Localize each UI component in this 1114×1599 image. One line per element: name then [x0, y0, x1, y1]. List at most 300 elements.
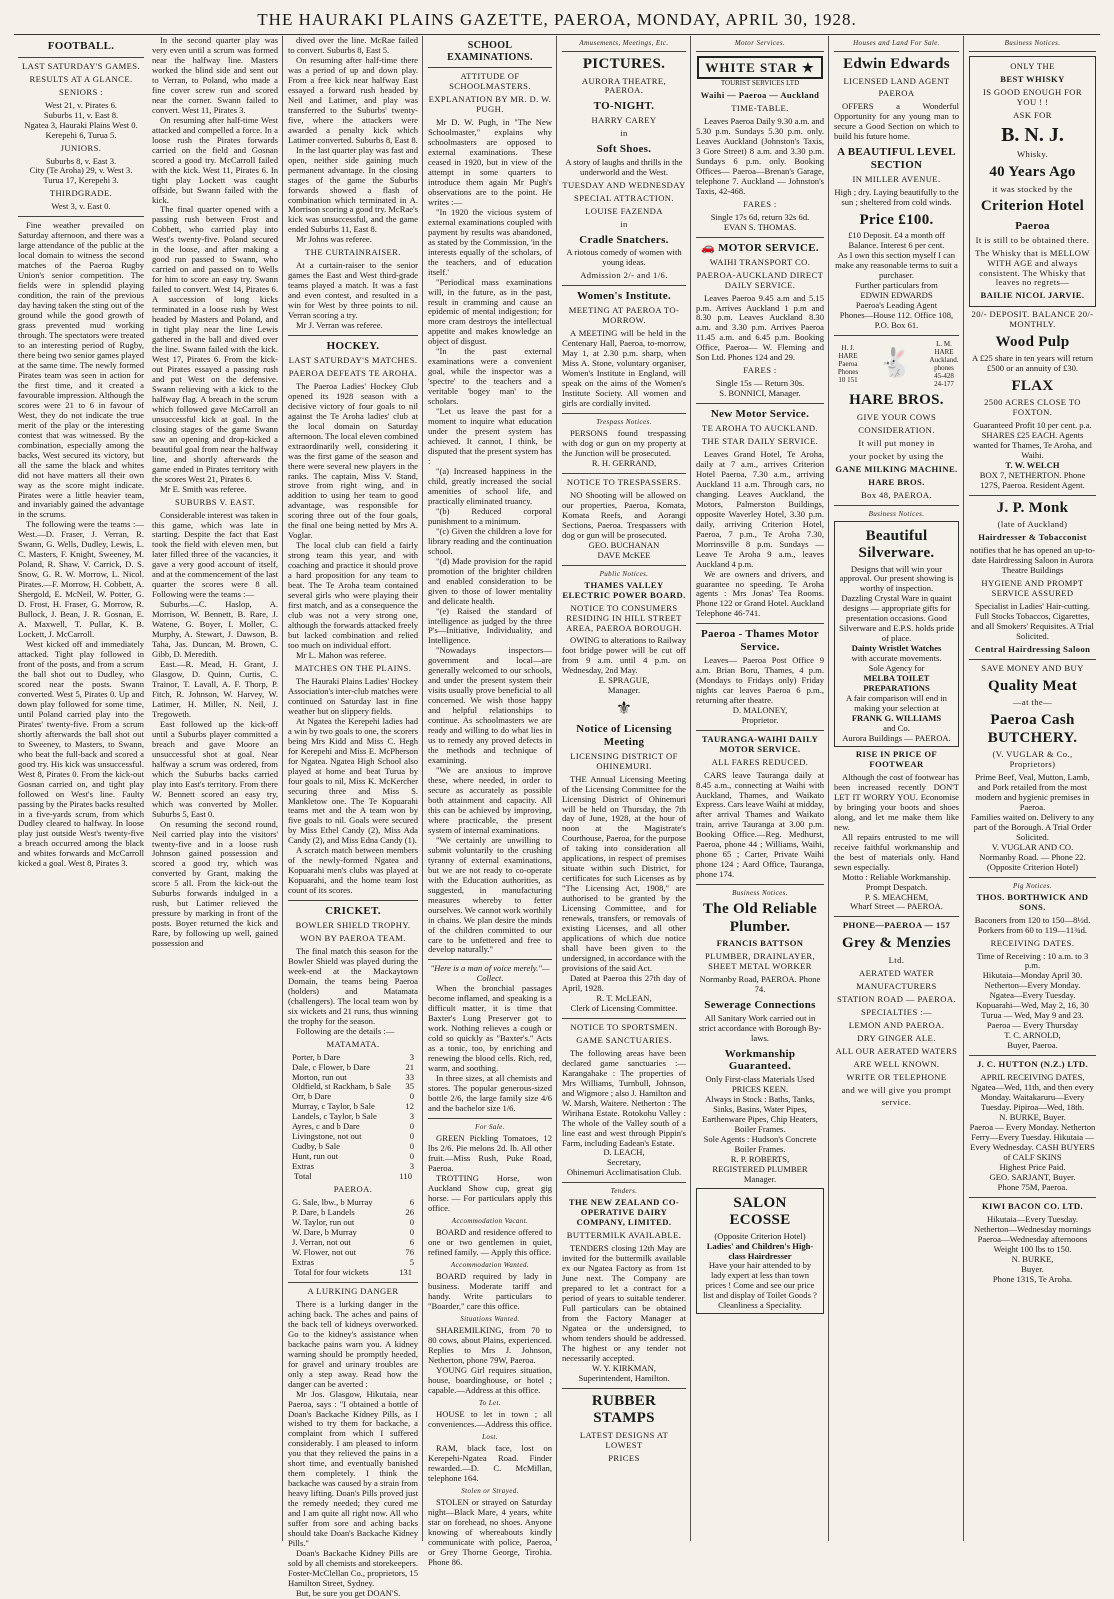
- monk-text: Central Hairdressing Saloon: [974, 643, 1091, 654]
- service-body: CARS leave Tauranga daily at 8.45 a.m., connecting at Waihi with Auckland, Thames, and Waikato Express. Cars leave Waihi at midday, after arrival Thames and Waikato train, arrive Tauranga at 3.00 p.m. Booking Office.—Reg. Medhurst, Paeroa, phone 44 ; Williams, Waihi, phone 65 ; Carter, Private Waihi phone 124 ; Aard Office, Tauranga, phone 174.: [696, 769, 824, 880]
- service-sub: PAEROA-AUCKLAND DIRECT DAILY SERVICE.: [696, 269, 824, 290]
- service-sub: THE STAR DAILY SERVICE.: [701, 435, 819, 446]
- silverware-text: Sole Agency for: [868, 663, 925, 674]
- runs: 0: [409, 1121, 414, 1132]
- article-paragraph: "Let us leave the past for a moment to inquire what education under the present system has achieved. It cannot, I think, be disputed that the present system has :: [428, 406, 552, 466]
- column-divider: [556, 36, 557, 1541]
- logo-text: WHITE STAR: [705, 60, 798, 76]
- notice-body: NO Shooting will be allowed on our properties, Paeroa, Komata, Komata Reefs, and Aorangi Sections, Paeroa. Trespassers with dog or gun will be prosecuted.: [562, 489, 686, 540]
- runs: 33: [405, 1071, 414, 1082]
- gm-text: LEMON AND PAEROA.: [848, 1019, 945, 1030]
- section-label: To Let.: [479, 1398, 501, 1407]
- football-heading: FOOTBALL.: [47, 40, 115, 52]
- article-paragraph: "In 1920 the vicious system of external examinations coupled with payment by results was abandoned, as stated by the Commission, 'in the interests equally of the scholars, of the teachers, and of education itself.': [428, 206, 552, 277]
- phone-line: PHONE—PAEROA — 157: [842, 920, 951, 931]
- agent-name: Edwin Edwards: [843, 56, 950, 73]
- receiving-day: Paeroa — Every Thursday: [986, 1020, 1079, 1031]
- juniors-label: JUNIORS.: [60, 142, 102, 153]
- ad-body: High ; dry. Laying beautifully to the sun ; sheltered from cold winds.: [834, 186, 959, 207]
- subheading: ATTITUDE OF SCHOOLMASTERS.: [449, 71, 531, 92]
- article-paragraph: A scratch match between members of the newly-formed Ngatea and Kopuarahi men's clubs was played at Kopuarahi, and the home team lost count of its scores.: [288, 845, 418, 896]
- signature: S. BONNICI, Manager.: [719, 388, 801, 399]
- service-heading: Paeroa - Thames Motor Service.: [700, 628, 819, 654]
- notice-body: TENDERS closing 12th May are invited for the buttermilk available ex our Ngatea Factory as from 1st June next. The Company are prepared to let a contract for a period of years to suitable tenderer. Full particulars can be obtained from the Factory Manager at Ngatea or the undersigned, to whom tenders should be addressed. The highest or any tender not necessarily accepted.: [562, 1243, 686, 1364]
- service-sub: WAIHI TRANSPORT CO.: [709, 256, 811, 267]
- signature: Wharf Street — PAEROA.: [850, 901, 943, 912]
- silverware-text: with accurate movements.: [851, 653, 942, 664]
- gm-text: STATION ROAD — PAEROA.: [836, 993, 957, 1004]
- ad-body: Further particulars from: [855, 279, 938, 290]
- signature: N. BURKE,: [1011, 1253, 1054, 1264]
- signature: D. MALONEY,: [732, 704, 788, 715]
- batsman: Oldfield, st Rackham, b Sale: [292, 1081, 391, 1092]
- gm-text: service.: [881, 1097, 912, 1108]
- column-football: [14, 36, 148, 1541]
- article-paragraph: When the bronchial passages become inflamed, and speaking is a difficult matter, it is time that Baxter's Lung Preserver got to work. Nothing relieves a cough or cold so quickly as "Baxter's." Acts as a tonic, too, by enriching and renewing the blood cells. Rich, red, warm, and soothing.: [428, 983, 552, 1074]
- column-divider: [282, 36, 283, 1541]
- plumber-feature: Sewerage Connections: [704, 998, 816, 1011]
- signature: R. P. ROBERTS,: [730, 1153, 790, 1164]
- service-body: Leaves— Paeroa Post Office 9 a.m. Brian Boru, Thames, 4 p.m. (Mondays to Fridays only) Friday nights car leaves Paeroa 6 p.m., returning after theatre.: [696, 654, 824, 705]
- signature: E. SPRAGUE,: [598, 675, 650, 686]
- whisky-text: The Whisky that is MELLOW WITH AGE and always consistent. The Whisky that leaves no regrets—: [975, 247, 1090, 288]
- classified-ad: RAM, black face, lost on Kerepehi-Ngatea Road. Finder rewarded.—D. C. McMillan, telephone 164.: [428, 1442, 552, 1483]
- section-label: Business Notices.: [868, 509, 925, 518]
- classified-ad: HOUSE to let in town ; all conveniences.—Address this office.: [428, 1408, 552, 1429]
- subheading: A LURKING DANGER: [307, 1285, 399, 1296]
- hare-brand: HARE BROS.: [849, 392, 944, 409]
- agent-sub: LICENSED LAND AGENT: [843, 75, 950, 86]
- runs: 0: [409, 1131, 414, 1142]
- signature: Clerk of Licensing Committee.: [570, 1002, 678, 1013]
- section-label: Lost.: [482, 1432, 498, 1441]
- column-houses: [830, 36, 963, 1541]
- signature: D. LEACH,: [603, 1147, 645, 1158]
- whisky-text: it was stocked by the: [992, 183, 1073, 194]
- section-label: Accommodation Wanted.: [450, 1260, 530, 1269]
- butchery-text: SAVE MONEY AND BUY: [981, 662, 1084, 673]
- article-paragraph: But, be sure you get DOAN'S.: [296, 1587, 401, 1598]
- silverware-text: A fair comparison will end in making your selection at: [846, 693, 947, 714]
- monk-heading: J. P. Monk: [996, 499, 1069, 516]
- article-paragraph: In the second quarter play was very even until a scrum was formed near the halfway line. Masters worked the blind side and sent out to Verran, to Poland, who made a fine cover screw run and scored near the corner. Swann failed to convert. West 11, Pirates 3.: [152, 35, 278, 115]
- signature: Proprietor.: [741, 714, 779, 725]
- signature: and Co.: [883, 723, 910, 734]
- notice-body: A MEETING will be held in the Centenary Hall, Paeroa, to-morrow, May 1, at 2.30 p.m. sharp, when Miss A. Stone, voluntary organiser, Women's Institute in England, will speak on the aims of the Women's Institute Society. All women and girls are cordially invited.: [562, 328, 686, 408]
- gm-text: WRITE OR TELEPHONE: [846, 1071, 947, 1082]
- article-paragraph: Fine weather prevailed on Saturday afternoon, and there was a large attendance of the public at the local domain to witness the second matches of the Paeroa Rugby Union's senior competition. The fields were in splendid playing condition, the rain of the previous day having taken the sting out of the ground while the good growth of grass prevented mud working through. The spectators were treated to an interesting period of Rugby, there being two senior games played at the same time. The newly formed Pirates team was seen in action for the first time, and it created a favourable impression. Although the scores were 21 to 6 in favour of West, they do not indicate the true merit of the play or the interesting contest that was witnessed. By the combination, especially among the backs, West secured its victory, but all the same the black and whites did not have matters all their own way as the score might indicate. Pirates were a little heavier team, and invariably gained the advantage in the scrums.: [18, 220, 144, 520]
- film-title: Soft Shoes.: [596, 143, 652, 156]
- notice-heading: THE NEW ZEALAND CO-OPERATIVE DAIRY COMPANY, LIMITED.: [568, 1197, 680, 1228]
- classified-ad: BOARD and residence offered to one or two gentlemen in quiet, refined family. — Apply this office.: [428, 1226, 552, 1257]
- salon-bold: Ladies' and Children's High-class Hairdresser: [706, 1240, 814, 1261]
- white-star-logo: [696, 56, 824, 87]
- section-label: For Sale.: [475, 1122, 505, 1131]
- runs: 12: [405, 1101, 414, 1112]
- signature: GEO. SARJANT, Buyer.: [989, 1171, 1076, 1182]
- column-school: [424, 36, 556, 1567]
- signature: W. Y. KIRKMAN,: [592, 1362, 656, 1373]
- signature: EVAN S. THOMAS.: [723, 221, 797, 232]
- subheading: RESULTS AT A GLANCE.: [29, 73, 133, 84]
- subheading: SUBURBS V. EAST.: [175, 496, 255, 507]
- pig-text: APRIL RECEIVING DATES, Ngatea—Wed, 11th, and then every Monday. Waitakaruru—Every Tuesday. Pipiroa—Wed, 18th.: [971, 1072, 1094, 1113]
- article-paragraph: The Paeroa Ladies' Hockey Club opened its 1928 season with a decisive victory of four goals to nil against the Te Aroha ladies' club at the local domain on Saturday afternoon. The local eleven combined extraordinarily well, considering it was the first game of the season and there were several new players in the ranks. The captain, Miss V. Stand, strove from right wing, and in addition to using her team to good advantage, was responsible for scoring three out of the four goals, the final one being netted by Mrs A. Voglar.: [288, 380, 418, 541]
- runs: 0: [409, 1151, 414, 1162]
- pulp-text: 20/- DEPOSIT. BALANCE 20/- MONTHLY.: [971, 309, 1094, 330]
- scorecard-total: Total for four wickets 131: [294, 1266, 412, 1277]
- article-paragraph: Mr Jos. Glasgow, Hikutaia, near Paeroa, says : "I obtained a bottle of Doan's Backache Kidney Pills, as I wished to try them for backache, a complaint from which I suffered considerably. I am pleased to inform you that they relieved the pains in a short time, and eventually banished them completely. I think the backache was caused by a strain from heavy lifting. Doan's Pills proved just the remedy needed; they cured me and I am quite all right now. All who suffer from sore and aching backs should take Doan's Backache Kidney Pills.": [288, 1388, 418, 1549]
- subheading: LAST SATURDAY'S MATCHES.: [288, 354, 418, 365]
- fares-label: FARES :: [743, 198, 777, 209]
- pig-text: Time of Receiving : 10 a.m. to 3 p.m.: [976, 950, 1089, 971]
- signature: T. W. WELCH: [1005, 459, 1060, 470]
- plumber-text: Only First-class Materials Used PRICES KEEN.: [705, 1074, 815, 1095]
- service-body: Leaves Paeroa 9.45 a.m and 5.15 p.m. Arrives Auckland 1 p.m and 8.30 p.m. Leaves Auckland 8.30 a.m. and 3.30 p.m. Arrives Paeroa 11.45 a.m. and 6.45 p.m. Booking Office, Paeroa— W. Fleming and Son Ltd. Phones 124 and 29.: [696, 292, 824, 363]
- ad-heading: A BEAUTIFUL LEVEL SECTION: [837, 146, 956, 172]
- masthead: THE HAURAKI PLAINS GAZETTE, PAEROA, MONDAY, APRIL 30, 1928.: [257, 10, 857, 29]
- batsman: W. Dare, b Murray: [292, 1227, 357, 1238]
- admission: Admission 2/- and 1/6.: [580, 270, 668, 281]
- subheading: PAEROA DEFEATS TE AROHA.: [288, 367, 418, 378]
- runs: 6: [409, 1237, 414, 1247]
- article-paragraph: Doan's Backache Kidney Pills are sold by all chemists and storekeepers. Foster-McClellan Co., proprietors, 15 Hamilton Street, Sydney.: [288, 1548, 418, 1588]
- batsman: Porter, b Dare: [292, 1051, 341, 1062]
- tonight-label: TO-NIGHT.: [593, 100, 655, 113]
- hare-text: Box 48, PAEROA.: [860, 489, 933, 500]
- ad-body: Phones—House 112. Office 108, P.O. Box 61.: [839, 309, 954, 330]
- signature: Manager.: [743, 1173, 777, 1184]
- butchery-name: Paeroa Cash BUTCHERY.: [987, 712, 1078, 746]
- batsman: Cudby, b Sale: [292, 1141, 340, 1152]
- monk-text: HYGIENE AND PROMPT SERVICE ASSURED: [981, 578, 1084, 598]
- article-paragraph: "We certainly are unwilling to submit voluntarily to the crushing tyranny of external examinations, but we are not ready to co-operate with the Education authorities, as suggested, in manufacturing measures whereby to fetter ourselves. We cannot work worthily in chains. We plan desire the minds of the children committed to our care to be unfettered and free to develop naturally.": [428, 834, 552, 955]
- butchery-text: Prime Beef, Veal, Mutton, Lamb, and Pork retailed from the most modern and hygienic premises in Paeroa.: [975, 771, 1090, 812]
- in-label: in: [620, 218, 628, 229]
- signature: GEO. BUCHANAN: [588, 539, 660, 550]
- hare-text: CONSIDERATION.: [858, 424, 935, 435]
- pulp-text: 2500 ACRES CLOSE TO FOXTON.: [984, 397, 1081, 418]
- timetable-label: TIME-TABLE.: [731, 103, 789, 114]
- article-paragraph: "In the past external examinations were a convenient goal, while the inspector was a 'spectre' to the teachers and a veritable 'bogey man' to the scholars.: [428, 346, 552, 407]
- pulp-heading: Wood Pulp: [995, 334, 1070, 351]
- section-label: Pig Notices.: [1012, 881, 1053, 890]
- article-paragraph: East followed up the kick-off until a Suburbs player committed a breach and gave Moore an unsuccessful shot at goal. Near halfway a scrum was ordered, from which the Suburbs backs carried play into East's territory. From there W. Bennett scored an easy try, which was converted by Moller. Suburbs 5, East 0.: [152, 718, 278, 819]
- article-paragraph: The final quarter opened with a passing rush between Frost and Cobbett, who carried play into West's twenty-five. Poland secured in the loose, and after making a good run passed to Swann, who carried on and passed on to Wells for him to score an easy try. Swann failed to convert. West 14, Pirates 6. A succession of long kicks terminated in a loose rush by West headed by Masters and Poland, and in tight play near the line Lewis gathered in the ball and dived over the line. Swann failed with the kick. West 17, Pirates 6. From the kick-out Pirates essayed a passing rush and put West on the defensive. Swann relieving with a kick to the halfway flag. A breach in the scrum which followed gave McCarroll an unsuccessful kick at goal. In the closing stages of the game Swann saw an opening and drop-kicked a beautiful goal from near the halfway line, and shortly afterwards the game ended in Pirates territory with the scores West 21, Pirates 6.: [152, 204, 278, 484]
- butchery-text: —at the—: [1012, 697, 1053, 708]
- notice-sub: GAME SANCTUARIES.: [576, 1034, 672, 1045]
- runs: 5: [409, 1256, 414, 1267]
- scorecard-paeroa: [288, 1198, 418, 1268]
- batsman: Extras: [292, 1161, 314, 1172]
- batsman: Ayres, c and b Dare: [292, 1121, 360, 1132]
- signature: Paeroa's Leading Agent: [855, 299, 938, 310]
- batsman: Dale, c Flower, b Dare: [292, 1061, 370, 1072]
- section-label: Public Notices.: [599, 569, 649, 578]
- article-paragraph: West kicked off and immediately attacked. Tight play followed in front of the posts, and from a scrum the ball shot out to Dudley, who scored near the posts. Swann converted. West 5, Pirates 0. Up and down play followed for some time, until Poland carried play into the Pirates' twenty-five. From a scrum shortly afterwards the ball shot out to Sweeney, to Masters, to Swann, who beat the full-back and scored a good try. His kick was unsuccessful. West 8, Pirates 0. From the kick-out Gosnan carried on, and tight play followed on West's line. Faulty passing by the Pirates backs resulted in a five-yards scrum, from which Dudley cleared to halfway. In loose play just outside West's twenty-five a breach occurred among the black and whites forwards and McCarroll kicked a goal. West 8, Pirates 3.: [18, 639, 144, 869]
- star-icon: ★: [802, 60, 815, 76]
- salon-sub: (Opposite Criterion Hotel): [714, 1230, 806, 1241]
- section-label: Business Notices.: [732, 889, 788, 898]
- result-line: Suburbs 8, v. East 3.: [45, 155, 117, 166]
- hare-text: HARE BROS.: [868, 476, 925, 487]
- batsman: J. Verran, not out: [292, 1237, 351, 1247]
- silverware-heading: Beautiful Silverware.: [858, 527, 935, 562]
- days-label: TUESDAY AND WEDNESDAY: [562, 179, 686, 190]
- subheading: MATCHES ON THE PLAINS.: [294, 662, 412, 673]
- article-paragraph: "Nowadays inspectors—government and local—are generally welcomed to our schools, and under the present system their visits usually prove beneficial to all concerned. We wish those happy and helpful relationships to continue. As schoolmasters we are ready and willing to do what lies in us to remedy any proved defects in the methods and technique of examining.: [428, 645, 552, 766]
- ad-body: Motto : Reliable Workmanship. Prompt Despatch.: [842, 871, 951, 892]
- signature: FRANK G. WILLIAMS: [851, 713, 942, 724]
- section-label: Houses and Land For Sale.: [853, 39, 940, 47]
- runs: 76: [405, 1246, 414, 1257]
- rubber-sub: LATEST DESIGNS AT LOWEST: [579, 1429, 669, 1450]
- butchery-heading: Quality Meat: [987, 677, 1077, 694]
- signature: REGISTERED PLUMBER: [712, 1163, 808, 1174]
- classified-ad: YOUNG Girl requires situation, house, boardinghouse, or hotel ; capable.—Address at this office.: [428, 1364, 552, 1395]
- notice-body: THE Annual Licensing Meeting of the Licensing Committee for the Licensing District of Ohinemuri will be held on Thursday, the 7th day of June, 1928, at the hour of noon at the Magistrate's Courthouse, Paeroa, for the purpose of taking into consideration all applications, in respect of premises situate within such District, for certificates for such Licenses as by "The Licensing Act, 1908," are authorised to be granted by the Licensing Committee, and for renewals, transfers, or removals of existing Licenses, and all other applications of which due notice shall have been given to the undersigned, in accordance with the provisions of the said Act.: [562, 773, 686, 973]
- seniors-label: SENIORS :: [59, 86, 103, 97]
- receiving-day: Netherton—Every Monday.: [984, 980, 1081, 991]
- silverware-text: Dazzling Crystal Ware in quaint designs — appropriate gifts for presentation occasions. Good Silverware and E.P.S. holds pride of place.: [839, 593, 954, 644]
- column-motor: [692, 36, 828, 1541]
- result-line: Suburbs 11, v. East 8.: [43, 109, 119, 120]
- signature: Superintendent, Hamilton.: [578, 1372, 670, 1383]
- referee-line: Mr L. Mahon was referee.: [296, 649, 387, 660]
- star-name: LOUISE FAZENDA: [585, 205, 663, 216]
- article-paragraph: "We are anxious to improve these, where needed, in order to secure as accurately as possible both attainment and capacity. All this can be achieved by improving, where practicable, the present system of internal examinations.: [428, 765, 552, 835]
- service-heading: 🚗 MOTOR SERVICE.: [701, 241, 819, 254]
- article-paragraph: The following were the teams :—West.—D. Fraser, J. Verran, R. Swann, G. Wells, Dudley, Lewis, L. C. Masters, F. Knight, Sweeney, M. Poland, R. Shaw, V. Carrick, D. S. Snow, G. R. W. Morrow, L. Nicol. Pirates.—F. Morrow, H. Cobbett, A. Shergold, E. McNeil, W. Potter, G. D. Frost, H. Fraser, G. Morrow, R. Bullock, J. Bean, J. R. Gosnan, E. A. Maxwell, T. Pullar, K. B. Lockett, J. McCarroll.: [18, 519, 144, 640]
- plumber-text: Always in Stock : Baths, Tanks, Sinks, Basins, Water Pipes, Earthenware Pipes, Chip Heaters, Boiler Frames.: [702, 1094, 818, 1134]
- plumber-text: All Sanitary Work carried out in strict accordance with Borough By-laws.: [698, 1012, 822, 1043]
- referee-line: Mr J. Verran was referee.: [296, 320, 383, 331]
- logo-sub: TOURIST SERVICES LTD: [720, 79, 800, 88]
- runs: 0: [409, 1141, 414, 1152]
- runs: 35: [405, 1081, 414, 1092]
- service-body: Leaves Paeroa Daily 9.30 a.m. and 5.30 p.m. Sundays 5.30 p.m. only. Leaves Auckland (Johnston's Taxis, 3 Gore Street) 8 a.m. and 3.30 p.m. Sundays 6 p.m. only. Booking Offices— Paeroa—Brenan's Garage, telephone 7. Auckland — Johnston's Taxis, 42-468.: [696, 116, 824, 197]
- whisky-text: It is still to be obtained there.: [975, 234, 1090, 245]
- notice-body: PERSONS found trespassing with dog or gun on my property at the Junction will be prosecuted.: [562, 427, 686, 458]
- silverware-text: MELBA TOILET PREPARATIONS: [863, 673, 930, 694]
- batsman: Landels, c Taylor, b Sale: [292, 1111, 377, 1122]
- column-amusements: [558, 36, 690, 1541]
- classified-ad: SHAREMILKING, from 70 to 80 cows, about Plains, experienced. Replies to Mrs J. Johnson, Netherton, phone 79W, Paeroa.: [428, 1324, 552, 1365]
- monk-text: Hairdresser & Tobacconist: [978, 532, 1087, 543]
- classified-ad: BOARD required by lady in business. Moderate tariff and handy. Write particulars to "Boarder," care this office.: [428, 1270, 552, 1311]
- section-label: Motor Services.: [734, 39, 786, 47]
- signature: DAVE McKEE: [597, 549, 651, 560]
- batsman: W. Flower, not out: [292, 1246, 357, 1257]
- notice-sub: BUTTERMILK AVAILABLE.: [566, 1230, 682, 1241]
- pig-text: Hikutaia—Every Tuesday. Netherton—Wednesday mornings Paeroa—Wednesday afternoons Weight 100 lbs to 150.: [974, 1213, 1091, 1254]
- wi-sub: MEETING AT PAEROA TO-MORROW.: [568, 305, 680, 326]
- article-paragraph: In the last quarter play was fast and open, neither side gaining much permanent advantage. In the closing stages of the game the Suburbs forwards showed a flash of combination which terminated in A. Morrison scoring a good try. McRae's kick was unsuccessful, and the game ended Suburbs 11, East 8.: [288, 144, 418, 235]
- article-paragraph: "Periodical mass examinations will, in the future, as in the past, result in cramming and cause an epidemic of mental indigestion; for more cram destroys the intellectual appetite and makes knowledge an object of disgust.: [428, 276, 552, 347]
- hare-right: L. M. HARE Auckland. phones 45-428 24-177: [929, 339, 959, 389]
- monk-text: (late of Auckland): [997, 519, 1068, 530]
- runs: 0: [409, 1227, 414, 1238]
- article-paragraph: "(c) Given the children a love for library reading and the continuation school.: [428, 525, 552, 556]
- article-paragraph: At Ngatea the Kerepehi ladies had a win by two goals to one, the scorers being Mrs Kidd and Miss C. Hegh for Kerepehi and Miss E. McPherson for Ngatea. Ngatea High School also played at home and beat Turua by four goals to nil, Miss K. McKercher securing three and Miss S. Mankletow one. The Te Kopuarahi teams met and the A team won by five goals to nil. Goals were secured by Miss Ethel Candy (2), Miss Ada Candy (2), and Miss Edna Candy (1).: [288, 715, 418, 846]
- runs: 21: [405, 1061, 414, 1072]
- result-line: Turua 17, Kerepehi 3.: [43, 175, 119, 186]
- butchery-text: Families waited on. Delivery to any part of the Borough. A Trial Order Solicited.: [970, 811, 1095, 842]
- runs: 3: [409, 1161, 414, 1172]
- scorecard-row: [288, 1063, 418, 1073]
- column-football-cont: [148, 36, 282, 1541]
- whisky-ad: [969, 56, 1096, 307]
- pig-text: Highest Price Paid.: [999, 1161, 1066, 1172]
- pig-text: Phone 75M, Paeroa.: [997, 1181, 1068, 1192]
- team-label: MATAMATA.: [326, 1038, 380, 1049]
- whisky-text: Paeroa: [1015, 219, 1050, 232]
- salon-body: Have your hair attended to by lady expert at less than town prices ! Come and see our price list and display of Toilet Goods ?: [703, 1260, 817, 1301]
- whisky-text: Criterion Hotel: [980, 198, 1085, 215]
- fare-line: Single 17s 6d, return 32s 6d.: [710, 211, 810, 222]
- notice-heading: NOTICE TO SPORTSMEN.: [570, 1021, 678, 1032]
- hare-text: It will put money in: [858, 437, 935, 448]
- notice-sub: LICENSING DISTRICT OF OHINEMURI.: [570, 750, 678, 771]
- classified-ad: GREEN Pickling Tomatoes, 12 lbs 2/6. Pie melons 2d. lb. All other fruit.—Miss Rush, Puke Road, Paeroa.: [428, 1133, 552, 1173]
- pig-text: Baconers from 120 to 150—8½d. Porkers from 60 to 119—11¾d.: [974, 914, 1091, 935]
- in-label: in: [620, 128, 628, 139]
- whisky-text: ONLY THE: [1010, 61, 1055, 72]
- signature: Buyer.: [1021, 1263, 1044, 1274]
- batsman: Orr, b Dare: [292, 1091, 332, 1102]
- agent-town: PAEROA: [878, 88, 915, 99]
- article-paragraph: dived over the line. McRae failed to convert. Suburbs 8, East 5.: [288, 35, 418, 55]
- result-line: West 21, v. Pirates 6.: [44, 99, 118, 110]
- film-description: A riotous comedy of women with young ideas.: [566, 247, 682, 268]
- section-label: Amusements, Meetings, Etc.: [579, 39, 669, 47]
- referee-line: Mr E. Smith was referee.: [160, 483, 247, 494]
- hare-icon: 🐇: [878, 347, 913, 379]
- column-business: [965, 36, 1100, 1541]
- signature: Secretary,: [606, 1157, 642, 1168]
- whisky-text: 40 Years Ago: [989, 164, 1076, 181]
- classified-ad: TROTTING Horse, won Auckland Show cup, great gig horse. — For particulars apply this office.: [428, 1172, 552, 1213]
- plumber-text: Sole Agents : Hudson's Concrete Boiler Frames.: [703, 1133, 817, 1154]
- plumber-sub: PLUMBER, DRAINLAYER, SHEET METAL WORKER: [704, 951, 816, 972]
- signature: R. H. GERRAND,: [591, 457, 657, 468]
- article-paragraph: East.—R. Mead, H. Grant, J. Glasgow, D. Quinn, Curtis, C. Trainor, T. Lavall, A. F. Thorp, P. Fitch, R. Johnson, W. Harvey, W. Latimer, H. Miller, N. Neil, J. Tregoweth.: [152, 659, 278, 719]
- result-line: City (Te Aroha) 29, v. West 3.: [29, 165, 133, 176]
- film-title: Cradle Snatchers.: [579, 233, 669, 246]
- section-label: Situations Wanted.: [460, 1314, 520, 1323]
- column-sports-2: [284, 35, 422, 1598]
- scorecard-matamata: [288, 1053, 418, 1173]
- gm-text: DRY GINGER ALE.: [857, 1032, 936, 1043]
- runs: 3: [409, 1111, 414, 1122]
- star-name: HARRY CAREY: [591, 115, 657, 126]
- article-paragraph: There is a lurking danger in the aching back. The aches and pains of the back tell of kidneys overworked. Go to the kidney's assistance when backache pains warn you. A kidney warning should be promptly heeded, for gravel and urinary troubles are only a step away. Read how the danger can be averted :: [288, 1298, 418, 1389]
- whisky-brand: B. N. J.: [1001, 123, 1064, 146]
- pig-text: Phone 131S, Te Aroha.: [992, 1273, 1073, 1284]
- pig-heading: J. C. HUTTON (N.Z.) LTD.: [976, 1059, 1089, 1070]
- flax-heading: FLAX: [1011, 377, 1054, 394]
- pulp-text: A £25 share in ten years will return £500 or an annuity of £30.: [972, 352, 1093, 373]
- pig-text: RECEIVING DATES.: [990, 937, 1075, 948]
- notice-body: OWING to alterations to Railway foot bridge power will be cut off from 9 a.m. until 4 p.m. on Wednesday, 2nd May.: [562, 635, 686, 676]
- signature: P. S. MEACHEM,: [864, 891, 929, 902]
- hare-text: your pocket by using the: [849, 450, 944, 461]
- silverware-text: Dainty Wristlet Watches: [851, 643, 942, 654]
- section-label: Accommodation Vacant.: [451, 1216, 529, 1225]
- result-line: Kerepehi 6, Turua 5.: [45, 129, 117, 140]
- car-icon: 🚗: [701, 241, 716, 254]
- article-paragraph: Suburbs.—C. Haslop, A. Morrison, W. Bennett, B. Rare, J. Watene, G. Boyer, I. Moller, C. Murphy, A. Stewart, J. Dawson, B. Taha, Jas. Duncan, M. Brown, C. Gibb, D. Meredith.: [152, 599, 278, 660]
- column-divider: [828, 36, 829, 1541]
- signature: V. VUGLAR AND CO.: [991, 841, 1074, 852]
- signature: BOX 7, NETHERTON. Phone 127S, Paeroa. Resident Agent.: [979, 469, 1086, 490]
- rubber-stamps-heading: RUBBER STAMPS: [591, 1392, 657, 1427]
- notice-sub: NOTICE TO CONSUMERS RESIDING IN HILL STREET AREA, PAEROA BOROUGH.: [566, 602, 682, 633]
- batsman: Morton, run out: [292, 1071, 347, 1082]
- ad-body: £10 Deposit. £4 a month off Balance. Interest 6 per cent.: [848, 230, 945, 251]
- cricket-heading: CRICKET.: [325, 905, 381, 918]
- whisky-text: BAILIE NICOL JARVIE.: [980, 290, 1085, 301]
- runs: 26: [405, 1207, 414, 1218]
- article-paragraph: On resuming after half-time West attacked and compelled a force. In a loose rush the Pirates forwards carried on the field and Gosnan scored a good try. McCarroll failed with the kick. West 11, Pirates 6. In tight play Lockett was caught offside, but Swann failed with the kick.: [152, 114, 278, 205]
- receiving-days: [969, 971, 1096, 1031]
- subheading: LAST SATURDAY'S GAMES.: [21, 60, 141, 71]
- special-label: SPECIAL ATTRACTION.: [574, 192, 674, 203]
- result-line: Ngatea 3, Hauraki Plains West 0.: [24, 119, 138, 130]
- article-paragraph: Following are the details :—: [296, 1025, 395, 1036]
- ad-body: As I own this section myself I can make any reasonable terms to suit a purchaser.: [835, 250, 958, 280]
- subheading: THE CURTAINRAISER.: [305, 247, 401, 258]
- signature: EDWIN EDWARDS: [860, 289, 933, 300]
- grey-menzies-heading: Grey & Menzies: [842, 935, 951, 952]
- service-heading: TAURANGA-WAIHI DAILY MOTOR SERVICE.: [701, 733, 819, 754]
- article-paragraph: "(a) Increased happiness in the child, greatly increased the social amenities of school life, and practically eliminated truancy.: [428, 465, 552, 506]
- plumber-feature: Workmanship Guaranteed.: [724, 1047, 796, 1073]
- gm-text: Ltd.: [888, 954, 905, 965]
- signature: N. BURKE, Buyer.: [999, 1112, 1066, 1123]
- signature: Buyer, Paeroa.: [1007, 1040, 1058, 1051]
- article-paragraph: On resuming the second round, Neil carried play into the visitors' twenty-five and in a loose rush Johnson gained possession and scored a good try, which was converted by Grant, making the score 5 all. From the kick-out the Suburbs forwards indulged in a rush, but Latimer relieved the pressure by marking in front of the posts. Boyer returned the kick and Rare, by following up well, gained possession and: [152, 818, 278, 949]
- plumber-address: Normanby Road, PAEROA. Phone 74.: [699, 974, 821, 994]
- signature: Normanby Road. — Phone 22. (Opposite Criterion Hotel): [979, 851, 1086, 872]
- column-divider: [690, 36, 691, 1541]
- ad-body: All repairs entrusted to me will receive faithful workmanship and the best of materials only. Hand sewn especially.: [834, 831, 959, 872]
- section-label: Business Notices.: [1004, 39, 1061, 47]
- plumber-heading: The Old Reliable Plumber.: [703, 901, 817, 935]
- hare-text: GANE MILKING MACHINE.: [835, 463, 958, 474]
- article-paragraph: At a curtain-raiser to the senior games the East and West third-grade teams played a match. It was a fast and even contest, and resulted in a win for West by three points to nil. Verran scoring a try.: [288, 260, 418, 321]
- gm-text: MANUFACTURERS: [856, 980, 937, 991]
- film-description: A story of laughs and thrills in the underworld and the West.: [565, 156, 683, 177]
- salon-foot: Cleanliness a Speciality.: [718, 1300, 802, 1311]
- team-label: PAEROA.: [333, 1184, 373, 1195]
- batsman: G. Sale, lbw., b Murray: [292, 1197, 373, 1208]
- quote: "Here is a man of voice merely."—Collect.: [430, 963, 550, 984]
- whisky-text: Whisky.: [1016, 149, 1049, 160]
- article-paragraph: The local club can field a fairly strong team this year, and with coaching and practice it should prove a hard proposition for any team to beat. The Te Aroha team contained several girls who were playing their first match, and as a consequence the club was not a very strong one, although the forwards attacked freely but lacked combination and relied too much on individual effort.: [288, 540, 418, 650]
- gm-text: and we will give you prompt: [841, 1084, 952, 1095]
- runs: 3: [409, 1051, 414, 1062]
- ad-sub: IN MILLER AVENUE.: [852, 173, 941, 184]
- article-paragraph: "(e) Raised the standard of intelligence as judged by the three P's—Initiative, Individuality, and Intelligence.: [428, 605, 552, 646]
- service-heading: New Motor Service.: [710, 408, 810, 421]
- classified-ad: STOLEN or strayed on Saturday night—Black Mare, 4 years, white star on forehead, no shoes. Anyone knowing of whereabouts kindly communicate with police, Paeroa, or Grey Thorne George, Tirohia. Phone 86.: [428, 1496, 552, 1567]
- whisky-text: BEST WHISKY: [1000, 74, 1065, 85]
- ad-body: OFFERS a Wonderful Opportunity for any young man to secure a Good Section on which to build his future home.: [834, 101, 959, 142]
- monk-text: notifies that he has opened an up-to-date Hairdressing Saloon in Aurora Theatre Buildings: [969, 545, 1096, 576]
- route: Waihi — Paeroa — Auckland: [700, 90, 820, 101]
- price: Price £100.: [859, 211, 934, 228]
